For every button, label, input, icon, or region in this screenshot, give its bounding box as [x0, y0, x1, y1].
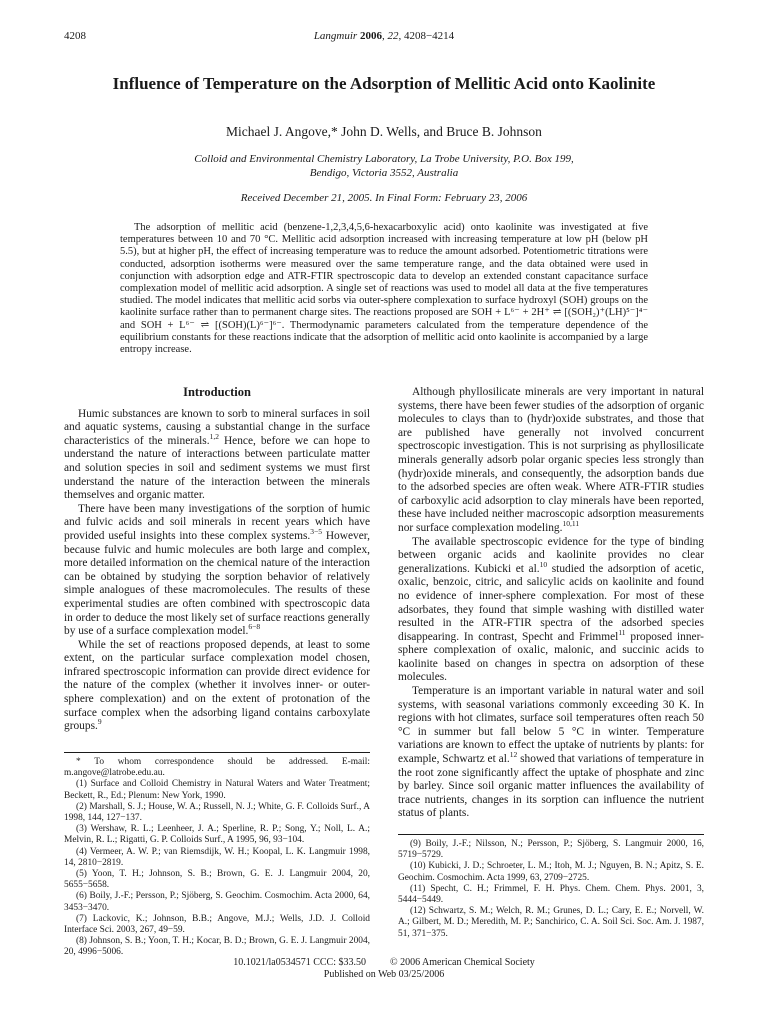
journal-pages: 4208−4214 — [403, 30, 455, 42]
footnote: (8) Johnson, S. B.; Yoon, T. H.; Kocar, B. D.; Brown, G. E. J. Langmuir 2004, 20, 4996−5006. — [64, 936, 370, 958]
right-footnotes — [398, 839, 704, 940]
footnote: (10) Kubicki, J. D.; Schroeter, L. M.; Itoh, M. J.; Nguyen, B. N.; Apitz, S. E. Geochim. Cosmochim. Acta 1999, 63, 2709−2725. — [398, 861, 704, 883]
paragraph-text: showed that variations of temperature in the root zone significantly affect the uptake of phosphate and zinc by barley. Since soil organic matter influences the availability of trace nutrients, changes in its sorption can influence the nutrient status of plants. — [398, 753, 704, 820]
authors: Michael J. Angove,* John D. Wells, and Bruce B. Johnson — [226, 124, 542, 139]
footnote: (7) Lackovic, K.; Johnson, B.B.; Angove, M.J.; Wells, J.D. J. Colloid Interface Sci. 2003, 267, 49−59. — [64, 913, 370, 936]
copyright: © 2006 American Chemical Society — [390, 957, 535, 968]
paragraph-text: proposed inner-sphere complexation of oxalic, malonic, and succinic acids to kaolinite based on changes in spectra on adsorption of these molecules. — [398, 630, 704, 684]
journal-volume: 22 — [387, 30, 399, 42]
citation-ref: 6−8 — [248, 622, 261, 632]
footnote: (4) Vermeer, A. W. P.; van Riemsdijk, W. H.; Koopal, L. K. Langmuir 1998, 14, 2810−2819. — [64, 846, 370, 868]
right-column — [398, 386, 704, 821]
footnote: (2) Marshall, S. J.; House, W. A.; Russell, N. J.; White, G. F. Colloids Surf., A 1998, 144, 127−137. — [64, 801, 370, 824]
footnote: (5) Yoon, T. H.; Johnson, S. B.; Brown, G. E. J. Langmuir 2004, 20, 5655−5658. — [64, 869, 370, 891]
publication-date: Published on Web 03/25/2006 — [323, 969, 445, 980]
doi-price: 10.1021/la0534571 CCC: $33.50 — [233, 957, 366, 968]
paragraph — [64, 503, 370, 639]
paragraph — [64, 408, 370, 503]
article-title: Influence of Temperature on the Adsorption of Mellitic Acid onto Kaolinite — [112, 74, 656, 93]
left-column — [64, 386, 370, 734]
footnote: (1) Surface and Colloid Chemistry in Natural Waters and Water Treatment; Beckett, R., Ed.; Plenum: New York, 1990. — [64, 779, 370, 801]
citation-ref: 12 — [509, 750, 518, 760]
citation-ref: 9 — [97, 717, 102, 727]
affiliation — [0, 152, 768, 180]
paragraph-text: Humic substances are known to sorb to mineral surfaces in soil and aquatic systems, causing a substantial change in the surface characteristics of the minerals. — [64, 407, 370, 447]
paragraph-text: There have been many investigations of the sorption of humic and fulvic acids and soil minerals in recent years which have provided useful insights into these complex systems. — [64, 502, 370, 542]
paragraph — [398, 685, 704, 821]
paragraph-text: While the set of reactions proposed depends, at least to some extent, on the particular surface complexation model chosen, infrared spectroscopic information can provide direct evidence for the nature of the complex (whether it involves inner- or outer-sphere complexation) and on the extent of protonation of the surface complex when the adsorbing ligand contains carboxylate groups. — [64, 638, 370, 733]
footnote: (11) Specht, C. H.; Frimmel, F. H. Phys. Chem. Chem. Phys. 2001, 3, 5444−5449. — [398, 883, 704, 906]
paragraph-text: However, because fulvic and humic molecules are both large and complex, more detailed information on the chemical nature of the interaction can be obtained by studying the sorption behavior of relatively simple analogues of these macromolecules. The results of these experimental studies are often combined with spectroscopic data in order to deduce the most likely set of surface reactions generally by use of a surface complexation model. — [64, 529, 370, 638]
paragraph-text: The available spectroscopic evidence for the type of binding between organic acids and kaolinite provides no clear generalizations. Kubicki et al. — [398, 535, 704, 575]
footnote: (3) Wershaw, R. L.; Leenheer, J. A.; Sperline, R. P.; Song, Y.; Noll, L. A.; Melvin, R. L.; Rigatti, G. P. Colloids Surf., A 1995, 96, 93−104. — [64, 824, 370, 846]
paragraph — [398, 536, 704, 686]
citation-ref: 3−5 — [310, 527, 322, 537]
paragraph-text: Temperature is an important variable in natural water and soil systems, with seasonal variations commonly exceeding 30 K. In regions with hot climates, surface soil temperatures often reach 50 °C in summer but fall below 5 °C in winter. Temperature variations are known to effect the uptake of nutrients by plants: for example, Schwartz et al. — [398, 685, 704, 766]
journal-citation: Langmuir 2006, 22, 4208−4214 — [313, 30, 455, 42]
citation-ref: 10 — [539, 559, 548, 569]
left-footnotes — [64, 757, 370, 959]
footnote: (9) Boily, J.-F.; Nilsson, N.; Persson, P.; Sjöberg, S. Langmuir 2000, 16, 5719−5729. — [398, 839, 704, 861]
citation-ref: 1,2 — [209, 431, 219, 441]
citation-ref: 11 — [618, 627, 626, 637]
paragraph-text: Hence, before we can hope to understand the nature of interactions between particulate matter and solution species in soil and sediment systems we must first understand the nature of the interaction between the minerals themselves and organic matter. — [64, 434, 370, 502]
paragraph — [398, 386, 704, 536]
footnote-divider — [398, 834, 704, 835]
citation-ref: 10,11 — [562, 519, 580, 529]
footnote: (6) Boily, J.-F.; Persson, P.; Sjöberg, S. Geochim. Cosmochim. Acta 2000, 64, 3453−3470. — [64, 891, 370, 913]
footnote: * To whom correspondence should be addressed. E-mail: m.angove@latrobe.edu.au. — [64, 757, 370, 779]
journal-name: Langmuir — [313, 30, 358, 42]
paragraph — [64, 639, 370, 734]
section-heading-introduction: Introduction — [183, 385, 251, 399]
affiliation-line-2: Bendigo, Victoria 3552, Australia — [309, 167, 459, 179]
received-dates: Received December 21, 2005. In Final Form: February 23, 2006 — [240, 192, 528, 204]
abstract-text: The adsorption of mellitic acid (benzene-1,2,3,4,5,6-hexacarboxylic acid) onto kaolinite was investigated at five temperatures between 10 and 70 °C. Mellitic acid adsorption increased with increasing temperature at low pH (below pH 5.5), but at higher pH, the effect of increasing temperature was to reduce the amount adsorbed. Potentiometric titrations were conducted, adsorption isotherms were measured over the same temperature range, and the data obtained were used in conjunction with adsorption edge and ATR-FTIR spectroscopic data to develop an extended constant capacitance surface complexation model of mellitic acid adsorption. A single set of reactions was used to model all data at the five temperatures studied. The model indicates that mellitic acid sorbs via outer-sphere complexation to surface hydroxyl (SOH) groups on the kaolinite surface rather than to permanent charge sites. The reactions proposed are SOH + L⁶⁻ + 2H⁺ ⇌ [(SOH₂)⁺(LH)⁵⁻]⁴⁻ and SOH + L⁶⁻ ⇌ [(SOH)(L)⁶⁻]⁶⁻. Thermodynamic parameters calculated from the temperature dependence of the equilibrium constants for these reactions indicate that the adsorption of mellitic acid onto kaolinite is accompanied by a large entropy increase. — [120, 222, 648, 356]
affiliation-line-1: Colloid and Environmental Chemistry Laboratory, La Trobe University, P.O. Box 199, — [194, 153, 574, 165]
footnote-divider — [64, 752, 370, 753]
footnote: (12) Schwartz, S. M.; Welch, R. M.; Grunes, D. L.; Cary, E. E.; Norvell, W. A.; Gilbert, M. D.; Meredith, M. P.; Sanchirico, C. A. Soil Sci. Soc. Am. J. 1987, 51, 371−375. — [398, 906, 704, 939]
paragraph-text: studied the adsorption of acetic, oxalic, benzoic, citric, and salicylic acids on kaolinite and found no evidence of inner-sphere complexation. For most of these adsorbates, they found that simple washing with distilled water resulted in the ATR-FTIR spectra of the adsorbed species disappearing. In contrast, Specht and Frimmel — [398, 562, 704, 643]
abstract — [120, 222, 648, 356]
page-footer — [0, 957, 768, 981]
paragraph-text: Although phyllosilicate minerals are very important in natural systems, there have been fewer studies of the adsorption of organic molecules to clays than to (hydr)oxide substrates, and those that are published have generally not involved concurrent spectroscopic investigation. This is not surprising as phyllosilicate minerals generally adsorb polar organic species less strongly than (hydr)oxide minerals, and consequently, the adsorption bands due to the adsorbed species are often weak. Where ATR-FTIR studies of carboxylic acid adsorption to clay minerals have been reported, these have included neither macroscopic adsorption measurements nor surface complexation modeling. — [398, 386, 704, 534]
page-number: 4208 — [64, 30, 86, 42]
journal-year: 2006 — [359, 30, 382, 42]
